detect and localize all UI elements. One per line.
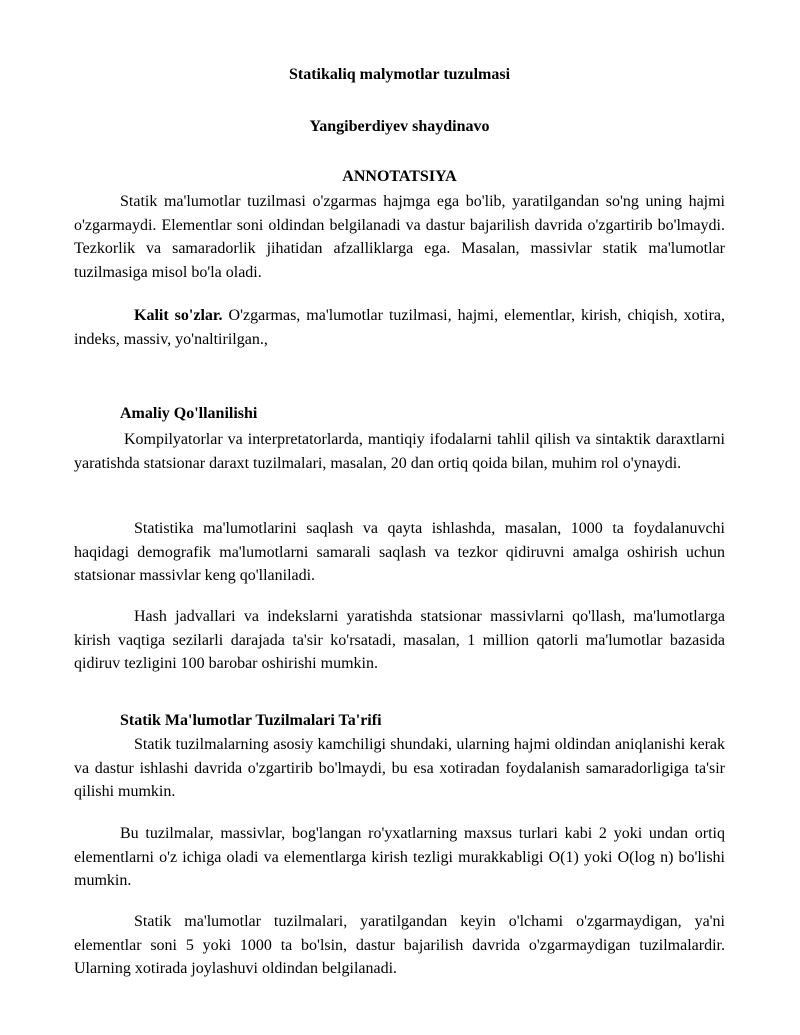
paragraph-text: Statik ma'lumotlar tuzilmalari, yaratilgandan keyin o'lchami o'zgarmaydigan, ya'ni elementlar soni 5 yoki 1000 ta bo'lsin, dastur bajarilish davrida o'zgarmaydigan tuzilmalardir. Ularning xotirada joylashuvi oldindan belgilanadi. [74,913,725,978]
section1-paragraph-1 [74,428,725,475]
keywords-text: O'zgarmas, ma'lumotlar tuzilmasi, hajmi, elementlar, kirish, chiqish, xotira, indeks, massiv, yo'naltirilgan., [74,307,725,348]
author-name: Yangiberdiyev shaydinavo [309,118,490,135]
annotation-paragraph [74,190,725,284]
paragraph-text: Kompilyatorlar va interpretatorlarda, mantiqiy ifodalarni tahlil qilish va sintaktik daraxtlarni yaratishda statsionar daraxt tuzilmalari, masalan, 20 dan ortiq qoida bilan, muhim rol o'ynaydi. [74,431,725,472]
paragraph-text: Statik tuzilmalarning asosiy kamchiligi shundaki, ularning hajmi oldindan aniqlanishi kerak va dastur ishlashi davrida o'zgartirib bo'lmaydi, bu esa xotiradan foydalanish samaradorligiga ta'sir qilishi mumkin. [74,736,725,801]
section-heading-applications: Amaliy Qo'llanilishi [120,405,258,422]
section2-paragraph-2 [74,822,725,893]
section1-paragraph-2 [74,517,725,588]
paragraph-text: Statistika ma'lumotlarini saqlash va qayta ishlashda, masalan, 1000 ta foydalanuvchi haqidagi demografik ma'lumotlarni samarali saqlash va tezkor qidiruvni amalga oshirish uchun statsionar massivlar keng qo'llaniladi. [74,520,725,585]
paragraph-text: Bu tuzilmalar, massivlar, bog'langan ro'yxatlarning maxsus turlari kabi 2 yoki undan ortiq elementlarni o'z ichiga oladi va elementlarga kirish tezligi murakkabligi O(1) yoki O(log n) bo'lishi mumkin. [74,825,725,890]
paragraph-text: Hash jadvallari va indekslarni yaratishda statsionar massivlarni qo'llash, ma'lumotlarga kirish vaqtiga sezilarli darajada ta'sir ko'rsatadi, masalan, 1 million qatorli ma'lumotlar bazasida qidiruv tezligini 100 barobar oshirishi mumkin. [74,608,725,673]
document-title: Statikaliq malymotlar tuzulmasi [288,66,511,83]
section2-paragraph-1 [74,733,725,804]
section2-paragraph-3 [74,910,725,981]
annotation-heading: ANNOTATSIYA [342,168,457,185]
keywords-label: Kalit so'zlar. [134,307,223,324]
annotation-text: Statik ma'lumotlar tuzilmasi o'zgarmas hajmga ega bo'lib, yaratilgandan so'ng uning hajmi o'zgarmaydi. Elementlar soni oldindan belgilanadi va dastur bajarilish davrida o'zgartirib bo'lmaydi. Tezkorlik va samaradorlik jihatidan afzalliklarga ega. Masalan, massivlar statik ma'lumotlar tuzilmasiga misol bo'la oladi. [74,193,725,281]
keywords-paragraph [74,304,725,351]
keywords-line [74,304,725,351]
section-heading-definition: Statik Ma'lumotlar Tuzilmalari Ta'rifi [120,712,382,729]
section1-paragraph-3 [74,605,725,676]
